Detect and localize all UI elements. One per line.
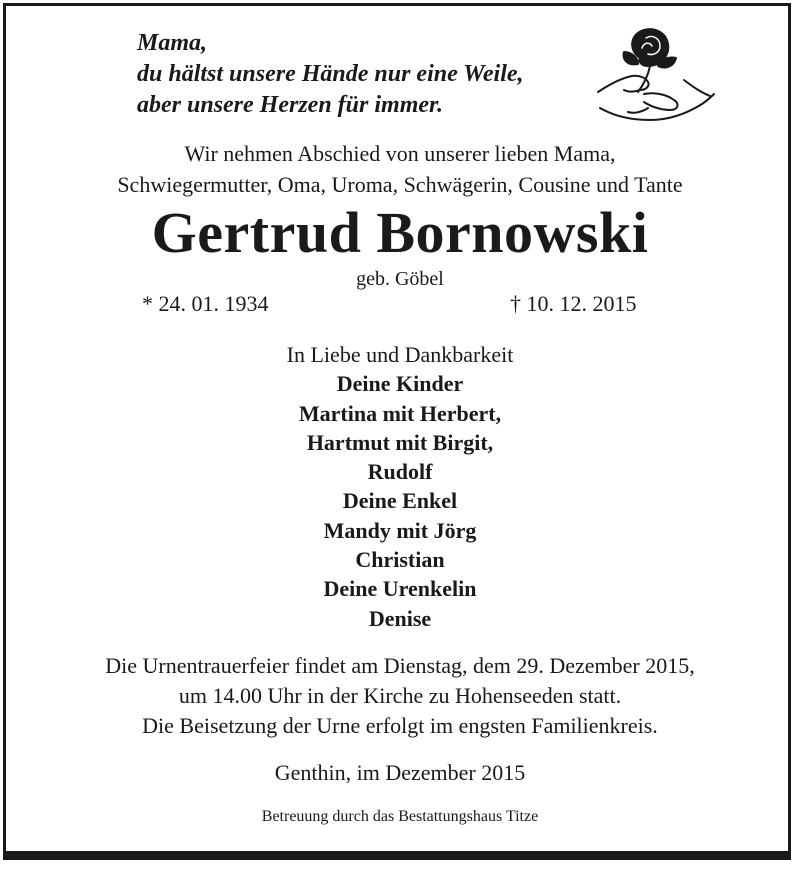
service-line: um 14.00 Uhr in der Kirche zu Hohenseeden statt. — [178, 683, 622, 708]
mourner-line: Christian — [355, 547, 445, 573]
mourner-line: Deine Enkel — [342, 488, 458, 514]
mourner-line: Deine Kinder — [336, 371, 464, 397]
service-line: Die Beisetzung der Urne erfolgt im engsten Familienkreis. — [142, 713, 658, 738]
poem-line: Mama, — [137, 30, 208, 56]
rose-in-hands-icon — [588, 20, 723, 135]
birth-date: * 24. 01. 1934 — [142, 291, 269, 316]
mourner-line: Martina mit Herbert, — [298, 400, 502, 426]
mourners-lead: In Liebe und Dankbarkeit — [286, 342, 514, 367]
poem — [137, 28, 524, 121]
death-date: † 10. 12. 2015 — [510, 291, 637, 316]
intro-line: Wir nehmen Abschied von unserer lieben Mama, — [184, 141, 616, 166]
deceased-name: Gertrud Bornowski — [151, 200, 649, 265]
maiden-name: geb. Göbel — [356, 268, 444, 290]
mourner-line: Denise — [368, 605, 432, 631]
poem-line: du hältst unsere Hände nur eine Weile, — [137, 61, 524, 87]
place-date: Genthin, im Dezember 2015 — [274, 760, 526, 785]
mourner-line: Mandy mit Jörg — [323, 517, 477, 543]
intro-text — [0, 138, 800, 200]
poem-line: aber unsere Herzen für immer. — [137, 92, 444, 118]
mourner-line: Deine Urenkelin — [323, 576, 477, 602]
service-line: Die Urnentrauerfeier findet am Dienstag, dem 29. Dezember 2015, — [105, 653, 695, 678]
mourner-line: Hartmut mit Birgit, — [306, 429, 494, 455]
intro-line: Schwiegermutter, Oma, Uroma, Schwägerin, Cousine und Tante — [117, 172, 683, 197]
funeral-home: Betreuung durch das Bestattungshaus Titze — [261, 808, 539, 825]
service-details — [0, 651, 800, 741]
mourner-line: Rudolf — [367, 459, 433, 485]
mourners-block — [0, 340, 800, 633]
